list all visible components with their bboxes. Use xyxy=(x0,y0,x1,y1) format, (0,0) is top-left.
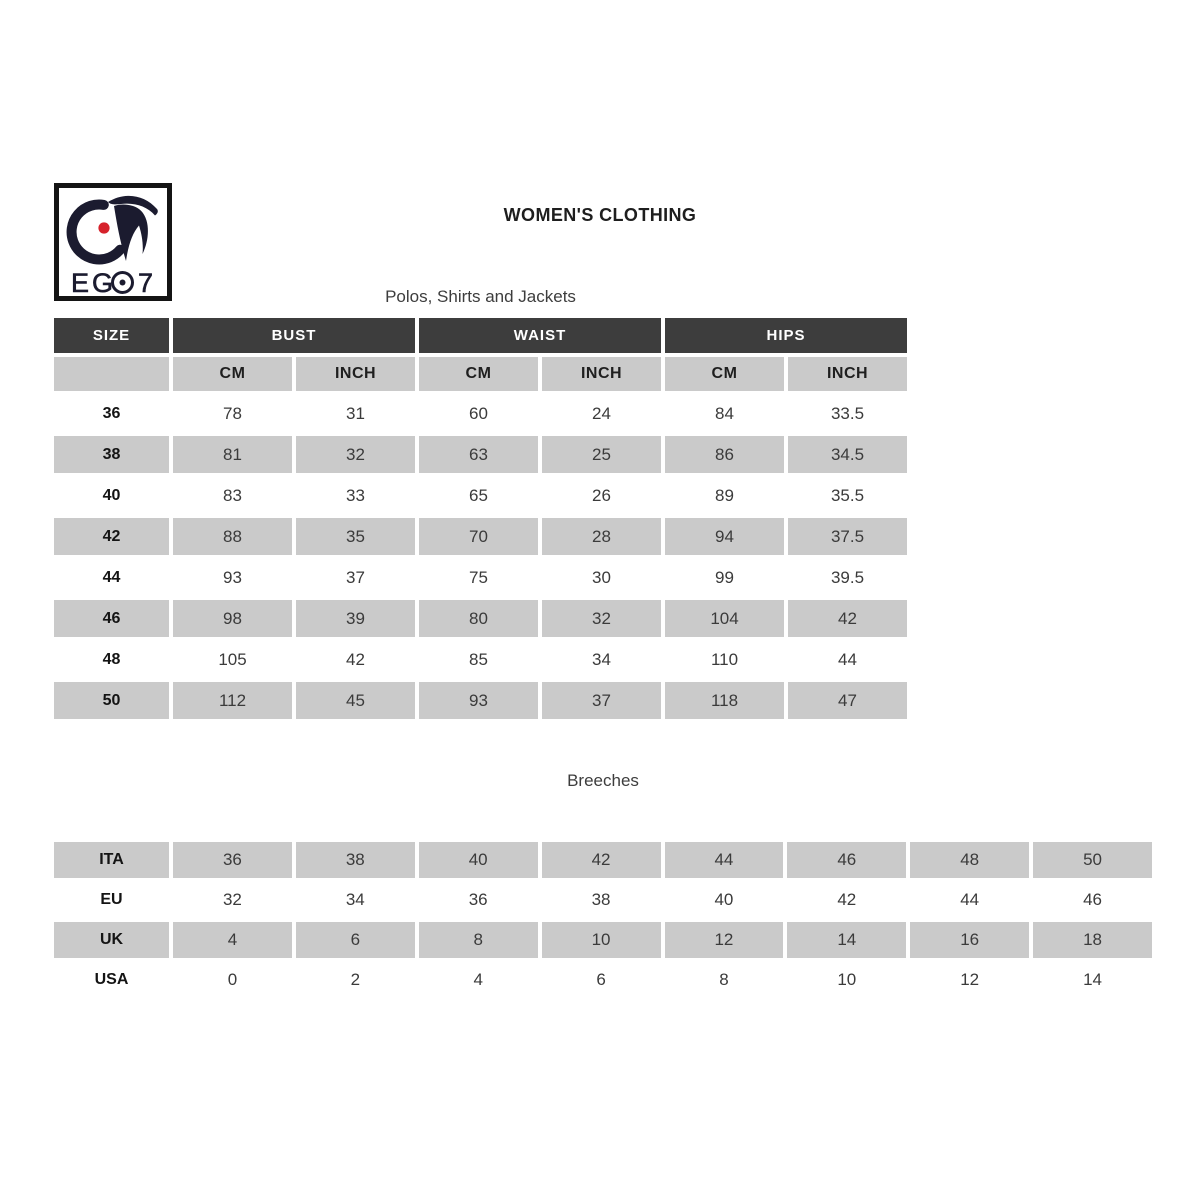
size-value-cell: 26 xyxy=(592,485,611,505)
size-row-label: 36 xyxy=(102,404,121,422)
column-header-bust: BUST xyxy=(173,318,415,353)
breeches-value-cell: 16 xyxy=(910,922,1029,958)
page-title: WOMEN'S CLOTHING xyxy=(503,205,697,225)
size-value-cell: 86 xyxy=(665,436,784,473)
size-value-cell: 65 xyxy=(469,485,488,505)
breeches-value-cell: 46 xyxy=(1083,890,1103,909)
size-value-cell: 25 xyxy=(542,436,661,473)
polos-section-title: Polos, Shirts and Jackets xyxy=(385,287,576,306)
size-row-label: 46 xyxy=(54,600,169,637)
breeches-value-cell: 42 xyxy=(542,842,661,878)
size-row-label: 48 xyxy=(102,650,121,668)
size-value-cell: 94 xyxy=(665,518,784,555)
size-value-cell: 31 xyxy=(346,403,365,423)
breeches-value-cell: 0 xyxy=(227,970,238,989)
size-value-cell: 78 xyxy=(223,403,242,423)
breeches-value-cell: 42 xyxy=(837,890,857,909)
unit-header-bust-cm: CM xyxy=(173,357,292,391)
size-value-cell: 85 xyxy=(469,649,488,669)
ego7-horse-logo-icon xyxy=(54,183,172,301)
size-value-cell: 37.5 xyxy=(788,518,907,555)
breeches-value-cell: 38 xyxy=(591,890,611,909)
breeches-value-cell: 10 xyxy=(542,922,661,958)
size-value-cell: 34 xyxy=(592,649,611,669)
size-value-cell: 33.5 xyxy=(830,403,865,423)
logo-text-right: 7 xyxy=(138,268,154,298)
breeches-table xyxy=(54,842,1152,998)
size-value-cell: 37 xyxy=(346,567,365,587)
size-value-cell: 84 xyxy=(715,403,734,423)
size-value-cell: 47 xyxy=(788,682,907,719)
breeches-value-cell: 32 xyxy=(222,890,242,909)
breeches-value-cell: 36 xyxy=(468,890,488,909)
breeches-value-cell: 34 xyxy=(345,890,365,909)
size-value-cell: 80 xyxy=(419,600,538,637)
unit-header-hips-inch: INCH xyxy=(788,357,907,391)
column-header-hips: HIPS xyxy=(665,318,907,353)
size-value-cell: 45 xyxy=(296,682,415,719)
logo-text-left: EG xyxy=(71,268,117,298)
breeches-value-cell: 4 xyxy=(473,970,483,989)
size-row-label: 42 xyxy=(54,518,169,555)
size-value-cell: 110 xyxy=(710,649,739,669)
region-row-label: UK xyxy=(54,922,169,958)
size-value-cell: 63 xyxy=(419,436,538,473)
breeches-value-cell: 50 xyxy=(1033,842,1152,878)
breeches-value-cell: 12 xyxy=(960,970,980,989)
brand-logo xyxy=(54,183,172,301)
size-value-cell: 105 xyxy=(218,649,247,669)
breeches-value-cell: 38 xyxy=(296,842,415,878)
size-value-cell: 112 xyxy=(173,682,292,719)
size-value-cell: 39.5 xyxy=(830,567,865,587)
size-value-cell: 30 xyxy=(592,567,611,587)
breeches-value-cell: 46 xyxy=(787,842,906,878)
size-row-label: 44 xyxy=(102,568,121,586)
breeches-value-cell: 44 xyxy=(665,842,784,878)
size-value-cell: 93 xyxy=(223,567,242,587)
breeches-value-cell: 44 xyxy=(960,890,980,909)
unit-header-hips-cm: CM xyxy=(665,357,784,391)
size-value-cell: 89 xyxy=(715,485,734,505)
size-value-cell: 60 xyxy=(469,403,488,423)
breeches-value-cell: 8 xyxy=(719,970,729,989)
breeches-value-cell: 6 xyxy=(596,970,606,989)
logo-circled-o-dot-icon xyxy=(120,280,126,286)
size-value-cell: 44 xyxy=(838,649,857,669)
size-value-cell: 83 xyxy=(223,485,242,505)
unit-header-waist-cm: CM xyxy=(419,357,538,391)
size-value-cell: 42 xyxy=(788,600,907,637)
breeches-value-cell: 40 xyxy=(714,890,734,909)
unit-header-waist-inch: INCH xyxy=(542,357,661,391)
size-row-label: 50 xyxy=(54,682,169,719)
region-row-label: ITA xyxy=(54,842,169,878)
breeches-value-cell: 36 xyxy=(173,842,292,878)
breeches-value-cell: 48 xyxy=(910,842,1029,878)
size-value-cell: 118 xyxy=(665,682,784,719)
column-header-waist: WAIST xyxy=(419,318,661,353)
size-value-cell: 98 xyxy=(173,600,292,637)
size-value-cell: 75 xyxy=(469,567,488,587)
size-value-cell: 35.5 xyxy=(830,485,865,505)
breeches-value-cell: 18 xyxy=(1033,922,1152,958)
size-row-label: 40 xyxy=(102,486,121,504)
size-value-cell: 88 xyxy=(173,518,292,555)
size-value-cell: 37 xyxy=(542,682,661,719)
column-header-size: SIZE xyxy=(54,318,169,353)
breeches-value-cell: 6 xyxy=(296,922,415,958)
size-value-cell: 93 xyxy=(419,682,538,719)
size-value-cell: 39 xyxy=(296,600,415,637)
size-value-cell: 24 xyxy=(592,403,611,423)
size-value-cell: 32 xyxy=(542,600,661,637)
size-value-cell: 34.5 xyxy=(788,436,907,473)
size-value-cell: 42 xyxy=(346,649,365,669)
breeches-value-cell: 2 xyxy=(350,970,361,989)
breeches-value-cell: 10 xyxy=(837,970,857,989)
breeches-value-cell: 14 xyxy=(787,922,906,958)
polos-table xyxy=(54,318,907,719)
size-row-label: 38 xyxy=(54,436,169,473)
size-value-cell: 70 xyxy=(419,518,538,555)
size-value-cell: 99 xyxy=(715,567,734,587)
size-value-cell: 104 xyxy=(665,600,784,637)
size-value-cell: 33 xyxy=(346,485,365,505)
size-value-cell: 35 xyxy=(296,518,415,555)
breeches-value-cell: 40 xyxy=(419,842,538,878)
breeches-value-cell: 4 xyxy=(173,922,292,958)
region-row-label: EU xyxy=(100,891,123,908)
empty-subheader-cell xyxy=(54,357,169,391)
breeches-section-title: Breeches xyxy=(567,771,639,790)
region-row-label: USA xyxy=(94,971,129,988)
size-value-cell: 32 xyxy=(296,436,415,473)
unit-header-bust-inch: INCH xyxy=(296,357,415,391)
size-value-cell: 28 xyxy=(542,518,661,555)
size-value-cell: 81 xyxy=(173,436,292,473)
breeches-value-cell: 8 xyxy=(419,922,538,958)
breeches-value-cell: 12 xyxy=(665,922,784,958)
breeches-value-cell: 14 xyxy=(1083,970,1103,989)
